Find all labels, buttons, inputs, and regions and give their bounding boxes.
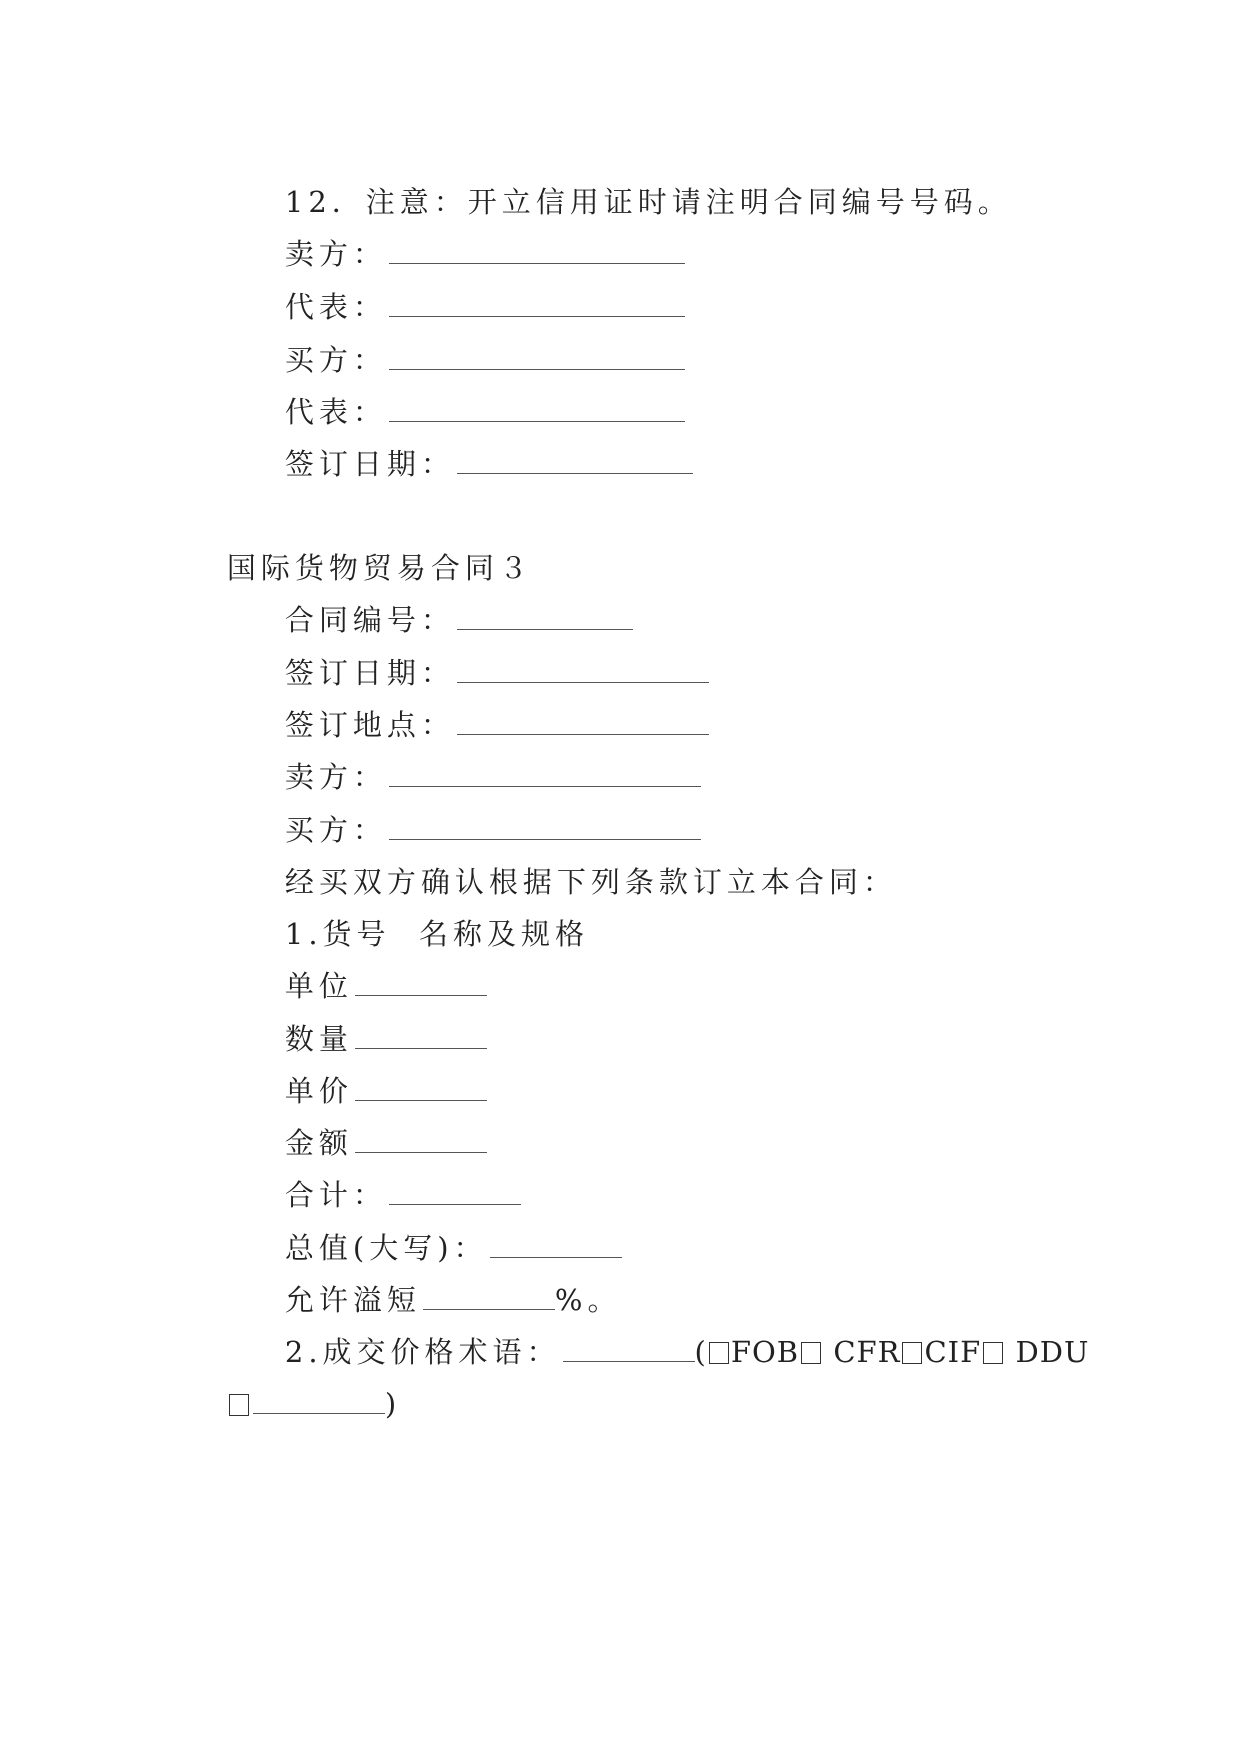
term-cif: CIF <box>924 1335 982 1369</box>
tolerance-suffix: %。 <box>554 1283 622 1317</box>
item2-label: 2.成交价格术语： <box>284 1335 561 1369</box>
total-value-label: 总值(大写)： <box>284 1231 488 1265</box>
sign-date-blank[interactable] <box>457 449 693 474</box>
open-paren: ( <box>694 1335 707 1369</box>
close-paren: ) <box>384 1387 398 1421</box>
total-label: 合计： <box>284 1178 387 1212</box>
unit-label: 单位 <box>284 969 353 1003</box>
seller-label: 卖方： <box>284 237 387 271</box>
item2-continuation-line <box>170 1350 397 1458</box>
sign-place-label: 签订地点： <box>284 708 455 742</box>
contract-seller-label: 卖方： <box>284 760 387 794</box>
term-cfr: CFR <box>833 1335 901 1369</box>
price-term-blank[interactable] <box>563 1337 695 1362</box>
checkbox-other[interactable] <box>229 1394 249 1416</box>
contract-title: 国际货物贸易合同３ <box>226 551 533 585</box>
buyer-label: 买方： <box>284 343 387 377</box>
contract-sign-date-label: 签订日期： <box>284 656 455 690</box>
quantity-label: 数量 <box>284 1022 353 1056</box>
term-fob: FOB <box>730 1335 800 1369</box>
note-text: 12．注意：开立信用证时请注明合同编号号码。 <box>284 185 1012 219</box>
checkbox-fob[interactable] <box>709 1342 729 1364</box>
checkbox-ddu[interactable] <box>983 1342 1003 1364</box>
term-ddu: DDU <box>1015 1335 1090 1369</box>
intro-text: 经买双方确认根据下列条款订立本合同： <box>284 865 897 899</box>
representative-label-2: 代表： <box>284 395 387 429</box>
unit-price-label: 单价 <box>284 1074 353 1108</box>
item1-heading: 1.货号 名称及规格 <box>284 917 589 951</box>
checkbox-cfr[interactable] <box>801 1342 821 1364</box>
amount-label: 金额 <box>284 1126 353 1160</box>
contract-no-label: 合同编号： <box>284 603 455 637</box>
tolerance-label: 允许溢短 <box>284 1283 421 1317</box>
other-term-blank[interactable] <box>253 1389 385 1414</box>
contract-buyer-label: 买方： <box>284 813 387 847</box>
sign-date-line <box>228 410 693 518</box>
representative-label: 代表： <box>284 290 387 324</box>
sign-date-label: 签订日期： <box>284 447 455 481</box>
checkbox-cif[interactable] <box>902 1342 922 1364</box>
